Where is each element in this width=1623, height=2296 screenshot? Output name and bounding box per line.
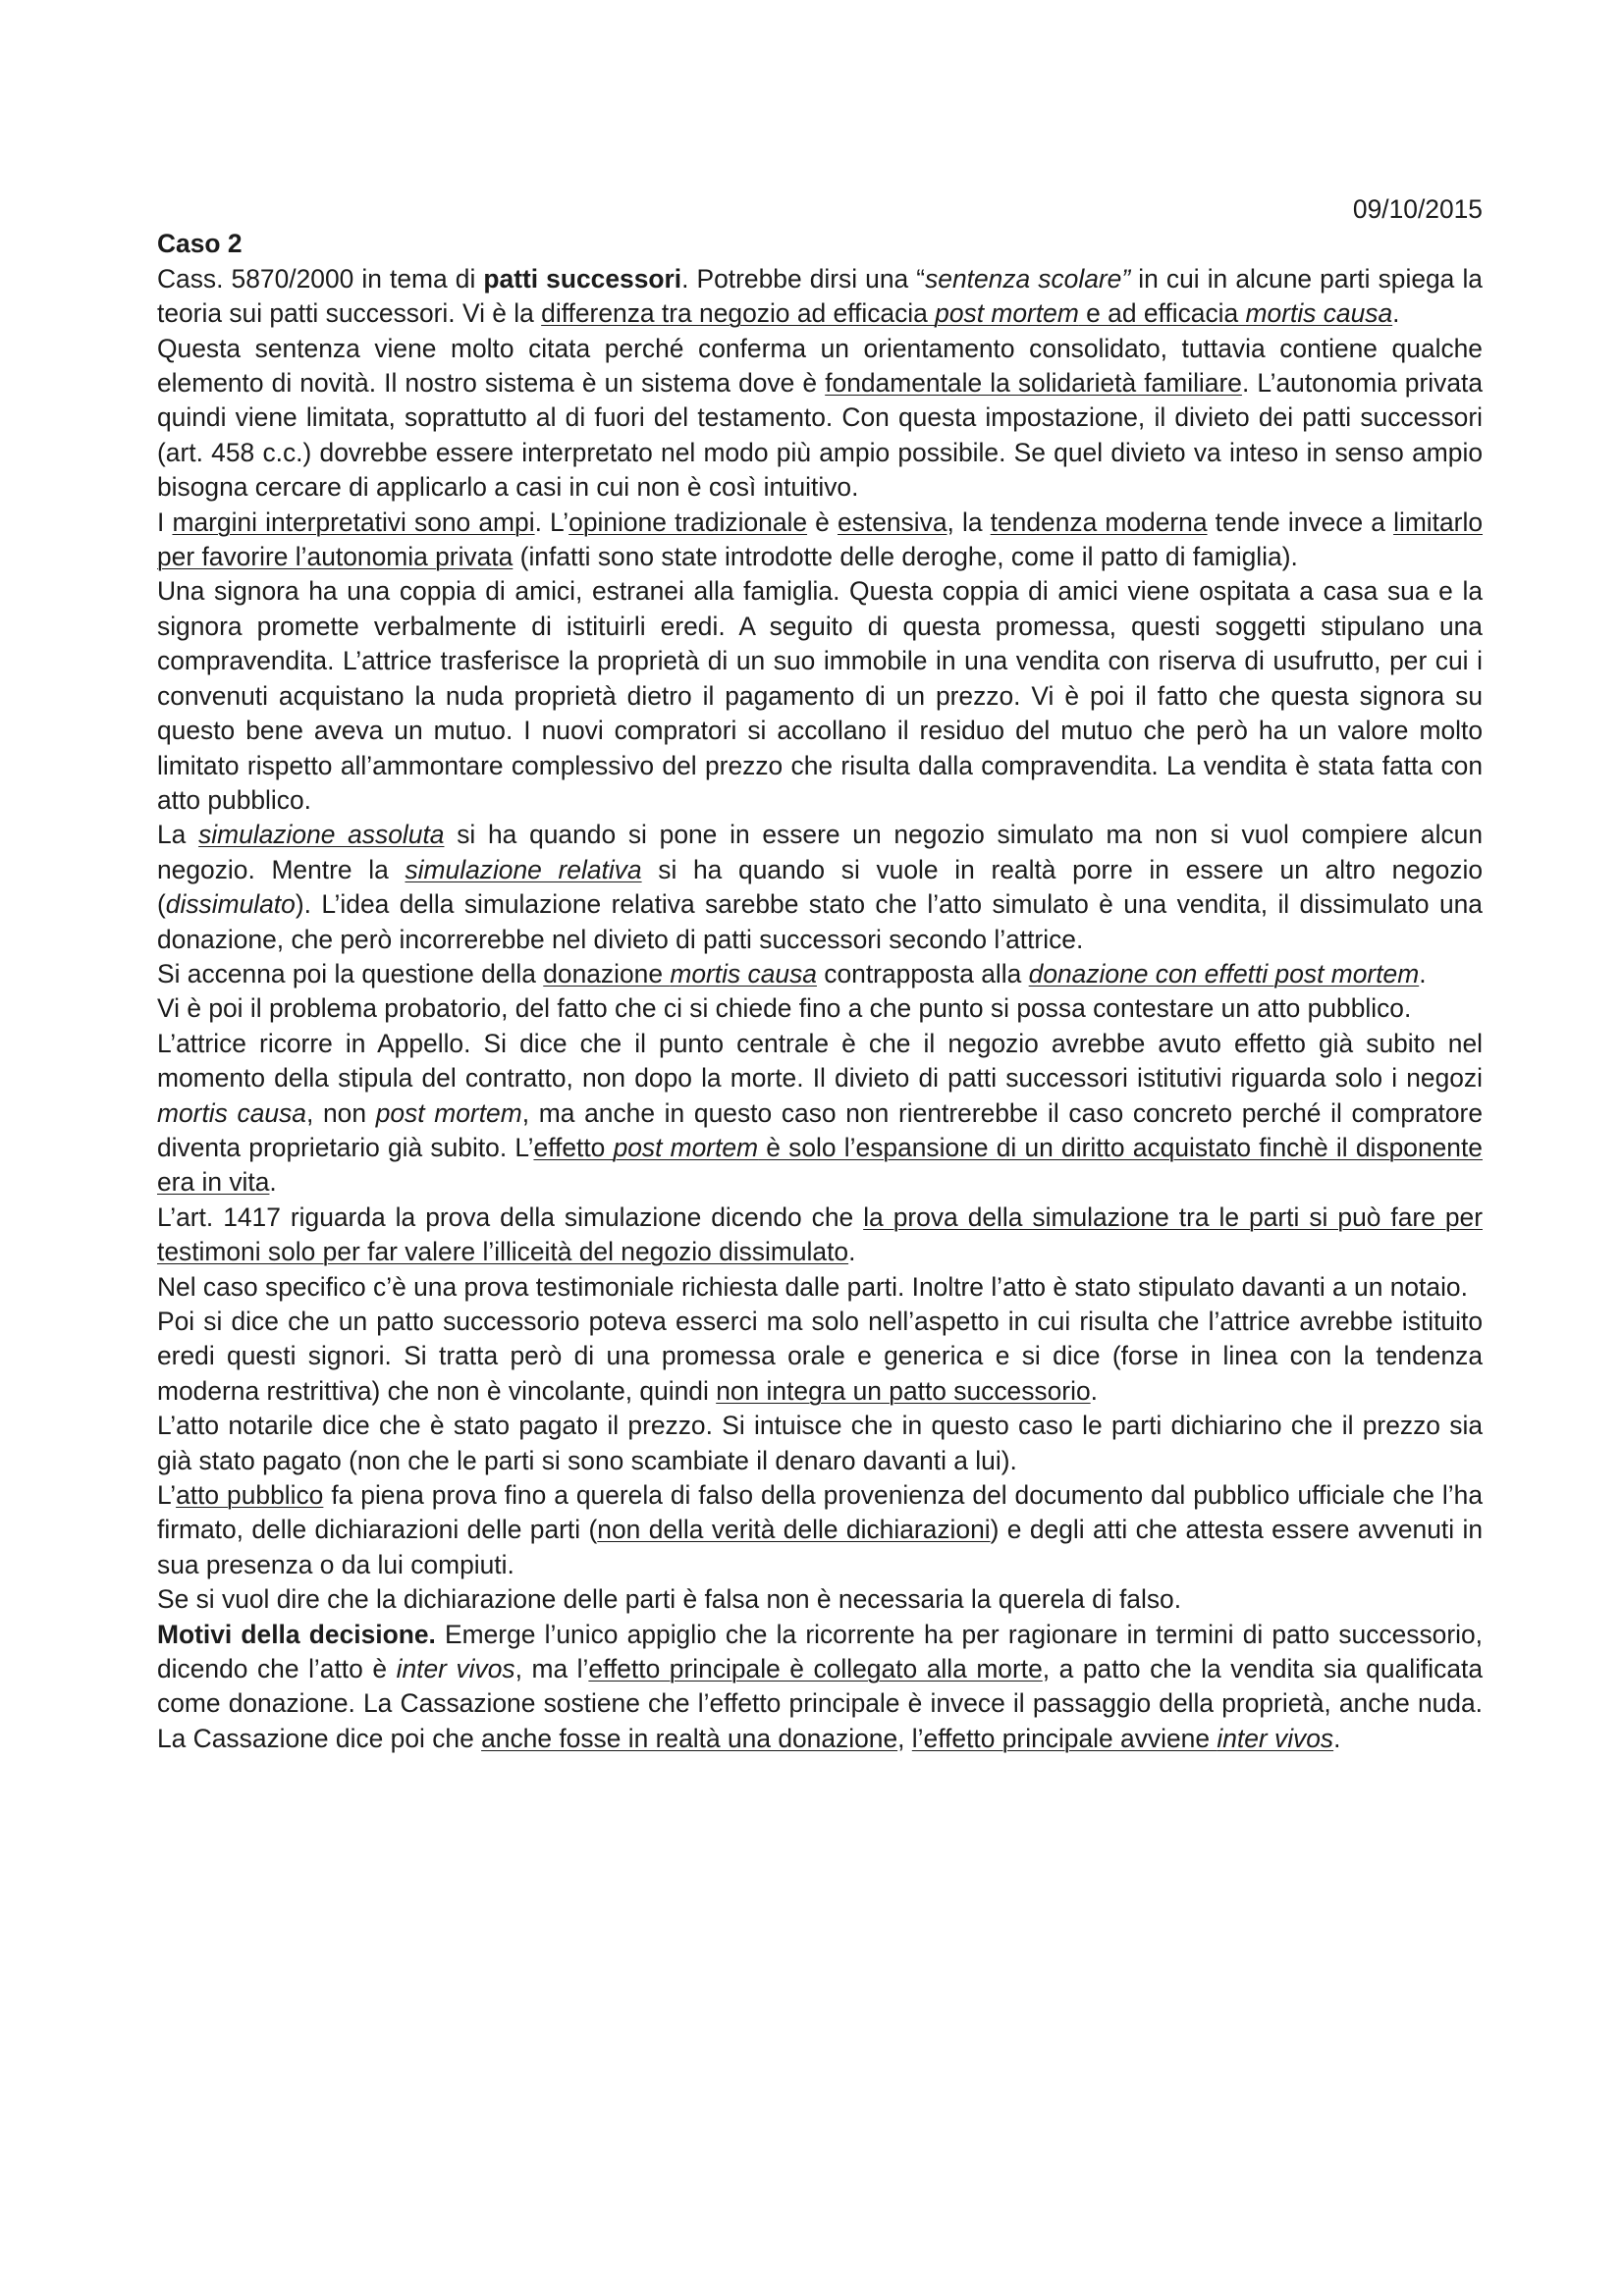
text-run: in cui in alcune parti spiega la teoria sui patti successori. Vi è la: [157, 263, 1483, 329]
paragraph: [157, 1305, 1483, 1409]
document-page: [157, 192, 1483, 1756]
text-run: simulazione relativa: [405, 854, 642, 884]
text-run: , ma l’: [514, 1654, 589, 1684]
paragraph: [157, 1409, 1483, 1478]
paragraph: [157, 1478, 1483, 1582]
text-run: Emerge l’unico appiglio che la ricorrente ha per ragionare in termini di patto successorio, dicendo che l’atto è: [157, 1619, 1483, 1684]
text-run: La: [157, 820, 199, 850]
paragraph: [157, 262, 1483, 332]
text-run: (infatti sono state introdotte delle deroghe, come il patto di famiglia).: [513, 542, 1298, 572]
text-run: .: [1333, 1723, 1341, 1753]
text-run: .: [848, 1237, 856, 1267]
text-run: .: [1392, 298, 1400, 329]
text-run: tendenza moderna: [990, 507, 1208, 537]
text-run: si ha quando si vuole in realtà porre in essere un altro negozio (: [157, 854, 1484, 920]
paragraph: [157, 574, 1483, 818]
text-run: patti successori: [483, 263, 682, 294]
text-run: inter vivos: [1217, 1723, 1334, 1753]
text-run: mortis causa: [1245, 298, 1393, 329]
text-run: mortis causa: [670, 958, 817, 988]
case-heading: Caso 2: [157, 229, 243, 259]
paragraph: [157, 506, 1483, 575]
text-run: contrapposta alla: [816, 958, 1029, 988]
paragraph: [157, 1618, 1483, 1757]
text-run: L’art. 1417 riguarda la prova della simulazione dicendo che: [157, 1201, 864, 1232]
text-run: margini interpretativi sono ampi: [172, 507, 535, 537]
text-run: Motivi della decisione.: [157, 1619, 436, 1649]
text-run: Si accenna poi la questione della: [157, 958, 544, 988]
text-run: Una signora ha una coppia di amici, estranei alla famiglia. Questa coppia di amici viene ospitata a casa sua e la signora promette verbalmente di istituirli eredi. A seguito di questa promessa, questi soggetti stipulano una compravendita. L’attrice trasferisce la proprietà di un suo immobile in una vendita con riserva di usufrutto, per cui i convenuti acquistano la nuda proprietà dietro il pagamento di un prezzo. Vi è poi il fatto che questa signora su questo bene aveva un mutuo. I nuovi compratori si accollano il residuo del mutuo che però ha un valore molto limitato rispetto all’ammontare complessivo del prezzo che risulta dalla compravendita. La vendita è stata fatta con atto pubblico.: [157, 576, 1483, 815]
paragraph: [157, 1582, 1483, 1617]
text-run: Se si vuol dire che la dichiarazione delle parti è falsa non è necessaria la querela di falso.: [157, 1584, 1182, 1615]
text-run: . Potrebbe dirsi una “: [681, 263, 926, 294]
paragraph: [157, 1201, 1483, 1270]
text-run: post mortem: [935, 298, 1079, 329]
text-run: donazione con effetti post mortem: [1028, 958, 1420, 988]
text-run: fa piena prova fino a querela di falso della provenienza del documento dal pubblico ufficiale che l’ha firmato, delle dichiarazioni delle parti (: [157, 1480, 1483, 1545]
text-run: L’attrice ricorre in Appello. Si dice che il punto centrale è che il negozio avrebbe avuto effetto già subito nel momento della stipula del contratto, non dopo la morte. Il divieto di patti successori istitutivi riguarda solo i negozi: [157, 1028, 1483, 1094]
text-run: ) e degli atti che attesta essere avvenuti in sua presenza o da lui compiuti.: [157, 1515, 1484, 1579]
text-run: si ha quando si pone in essere un negozio simulato ma non si vuol compiere alcun negozio. Mentre la: [157, 820, 1484, 884]
text-run: Vi è poi il problema probatorio, del fatto che ci si chiede fino a che punto si possa contestare un atto pubblico.: [157, 993, 1412, 1024]
text-run: differenza tra negozio ad efficacia: [541, 298, 936, 329]
text-run: Cass. 5870/2000 in tema di: [157, 263, 484, 294]
text-run: . L’: [534, 507, 569, 537]
text-run: effetto: [533, 1132, 614, 1162]
text-run: , ma anche in questo caso non rientrerebbe il caso concreto perché il compratore diventa proprietario già subito. L’: [157, 1097, 1483, 1162]
text-run: ). L’idea della simulazione relativa sarebbe stato che l’atto simulato è una vendita, il dissimulato una donazione, che però incorrerebbe nel divieto di patti successori secondo l’attrice.: [157, 889, 1483, 954]
text-run: Poi si dice che un patto successorio poteva esserci ma solo nell’aspetto in cui risulta che l’attrice avrebbe istituito eredi questi signori. Si tratta però di una promessa orale e generica e si dice (forse in linea con la tendenza moderna restrittiva) che non è vincolante, quindi: [157, 1307, 1483, 1406]
text-run: anche fosse in realtà una donazione: [481, 1723, 898, 1753]
text-run: mortis causa: [157, 1097, 306, 1128]
text-run: fondamentale la solidarietà familiare: [825, 368, 1242, 399]
paragraph: [157, 1027, 1483, 1201]
paragraph: [157, 957, 1483, 991]
text-run: Nel caso specifico c’è una prova testimoniale richiesta dalle parti. Inoltre l’atto è stato stipulato davanti a un notaio.: [157, 1271, 1468, 1302]
text-run: . L’autonomia privata quindi viene limitata, soprattutto al di fuori del testamento. Con questa impostazione, il divieto dei patti successori (art. 458 c.c.) dovrebbe essere interpretato nel modo più ampio possibile. Se quel divieto va inteso in senso ampio bisogna cercare di applicarlo a casi in cui non è così intuitivo.: [157, 368, 1484, 503]
text-run: la prova della simulazione tra le parti si può fare per testimoni solo per far valere l’illiceità del negozio dissimulato: [157, 1201, 1483, 1267]
text-run: I: [157, 507, 173, 537]
text-run: post mortem: [613, 1132, 759, 1162]
text-run: Questa sentenza viene molto citata perché conferma un orientamento consolidato, tuttavia contiene qualche elemento di novità. Il nostro sistema è un sistema dove è: [157, 333, 1483, 399]
text-run: .: [269, 1167, 277, 1198]
text-run: .: [1419, 958, 1427, 988]
text-run: non integra un patto successorio: [716, 1375, 1091, 1406]
text-run: effetto principale è collegato alla morte: [588, 1654, 1043, 1684]
text-run: e ad efficacia: [1078, 298, 1246, 329]
text-run: inter vivos: [396, 1654, 515, 1684]
text-run: L’: [157, 1480, 177, 1511]
paragraph: [157, 991, 1483, 1026]
text-run: donazione: [543, 958, 671, 988]
text-run: non della verità delle dichiarazioni: [597, 1515, 991, 1545]
text-run: estensiva: [838, 507, 947, 537]
text-run: .: [1090, 1375, 1098, 1406]
paragraph: [157, 1270, 1483, 1305]
text-run: simulazione assoluta: [198, 820, 445, 850]
text-run: ,: [897, 1723, 912, 1753]
text-run: dissimulato: [165, 889, 296, 920]
text-run: opinione tradizionale: [568, 507, 808, 537]
document-date: 09/10/2015: [1352, 194, 1483, 224]
text-run: limitarlo per favorire l’autonomia privata: [157, 507, 1484, 572]
text-run: è solo l’espansione di un diritto acquistato finchè il disponente era in vita: [157, 1132, 1483, 1198]
text-run: post mortem: [375, 1097, 522, 1128]
text-run: sentenza scolare”: [925, 263, 1131, 294]
text-run: è: [807, 507, 838, 537]
text-run: , a patto che la vendita sia qualificata come donazione. La Cassazione sostiene che l’effetto principale è invece il passaggio della proprietà, anche nuda. La Cassazione dice poi che: [157, 1654, 1484, 1753]
paragraph: [157, 818, 1483, 957]
document-body: [157, 262, 1483, 1756]
text-run: L’atto notarile dice che è stato pagato il prezzo. Si intuisce che in questo caso le parti dichiarino che il prezzo sia già stato pagato (non che le parti si sono scambiate il denaro davanti a lui).: [157, 1411, 1483, 1475]
text-run: atto pubblico: [176, 1480, 324, 1511]
text-run: , non: [305, 1097, 376, 1128]
paragraph: [157, 332, 1483, 506]
text-run: l’effetto principale avviene: [911, 1723, 1217, 1753]
text-run: tende invece a: [1207, 507, 1394, 537]
text-run: , la: [947, 507, 991, 537]
